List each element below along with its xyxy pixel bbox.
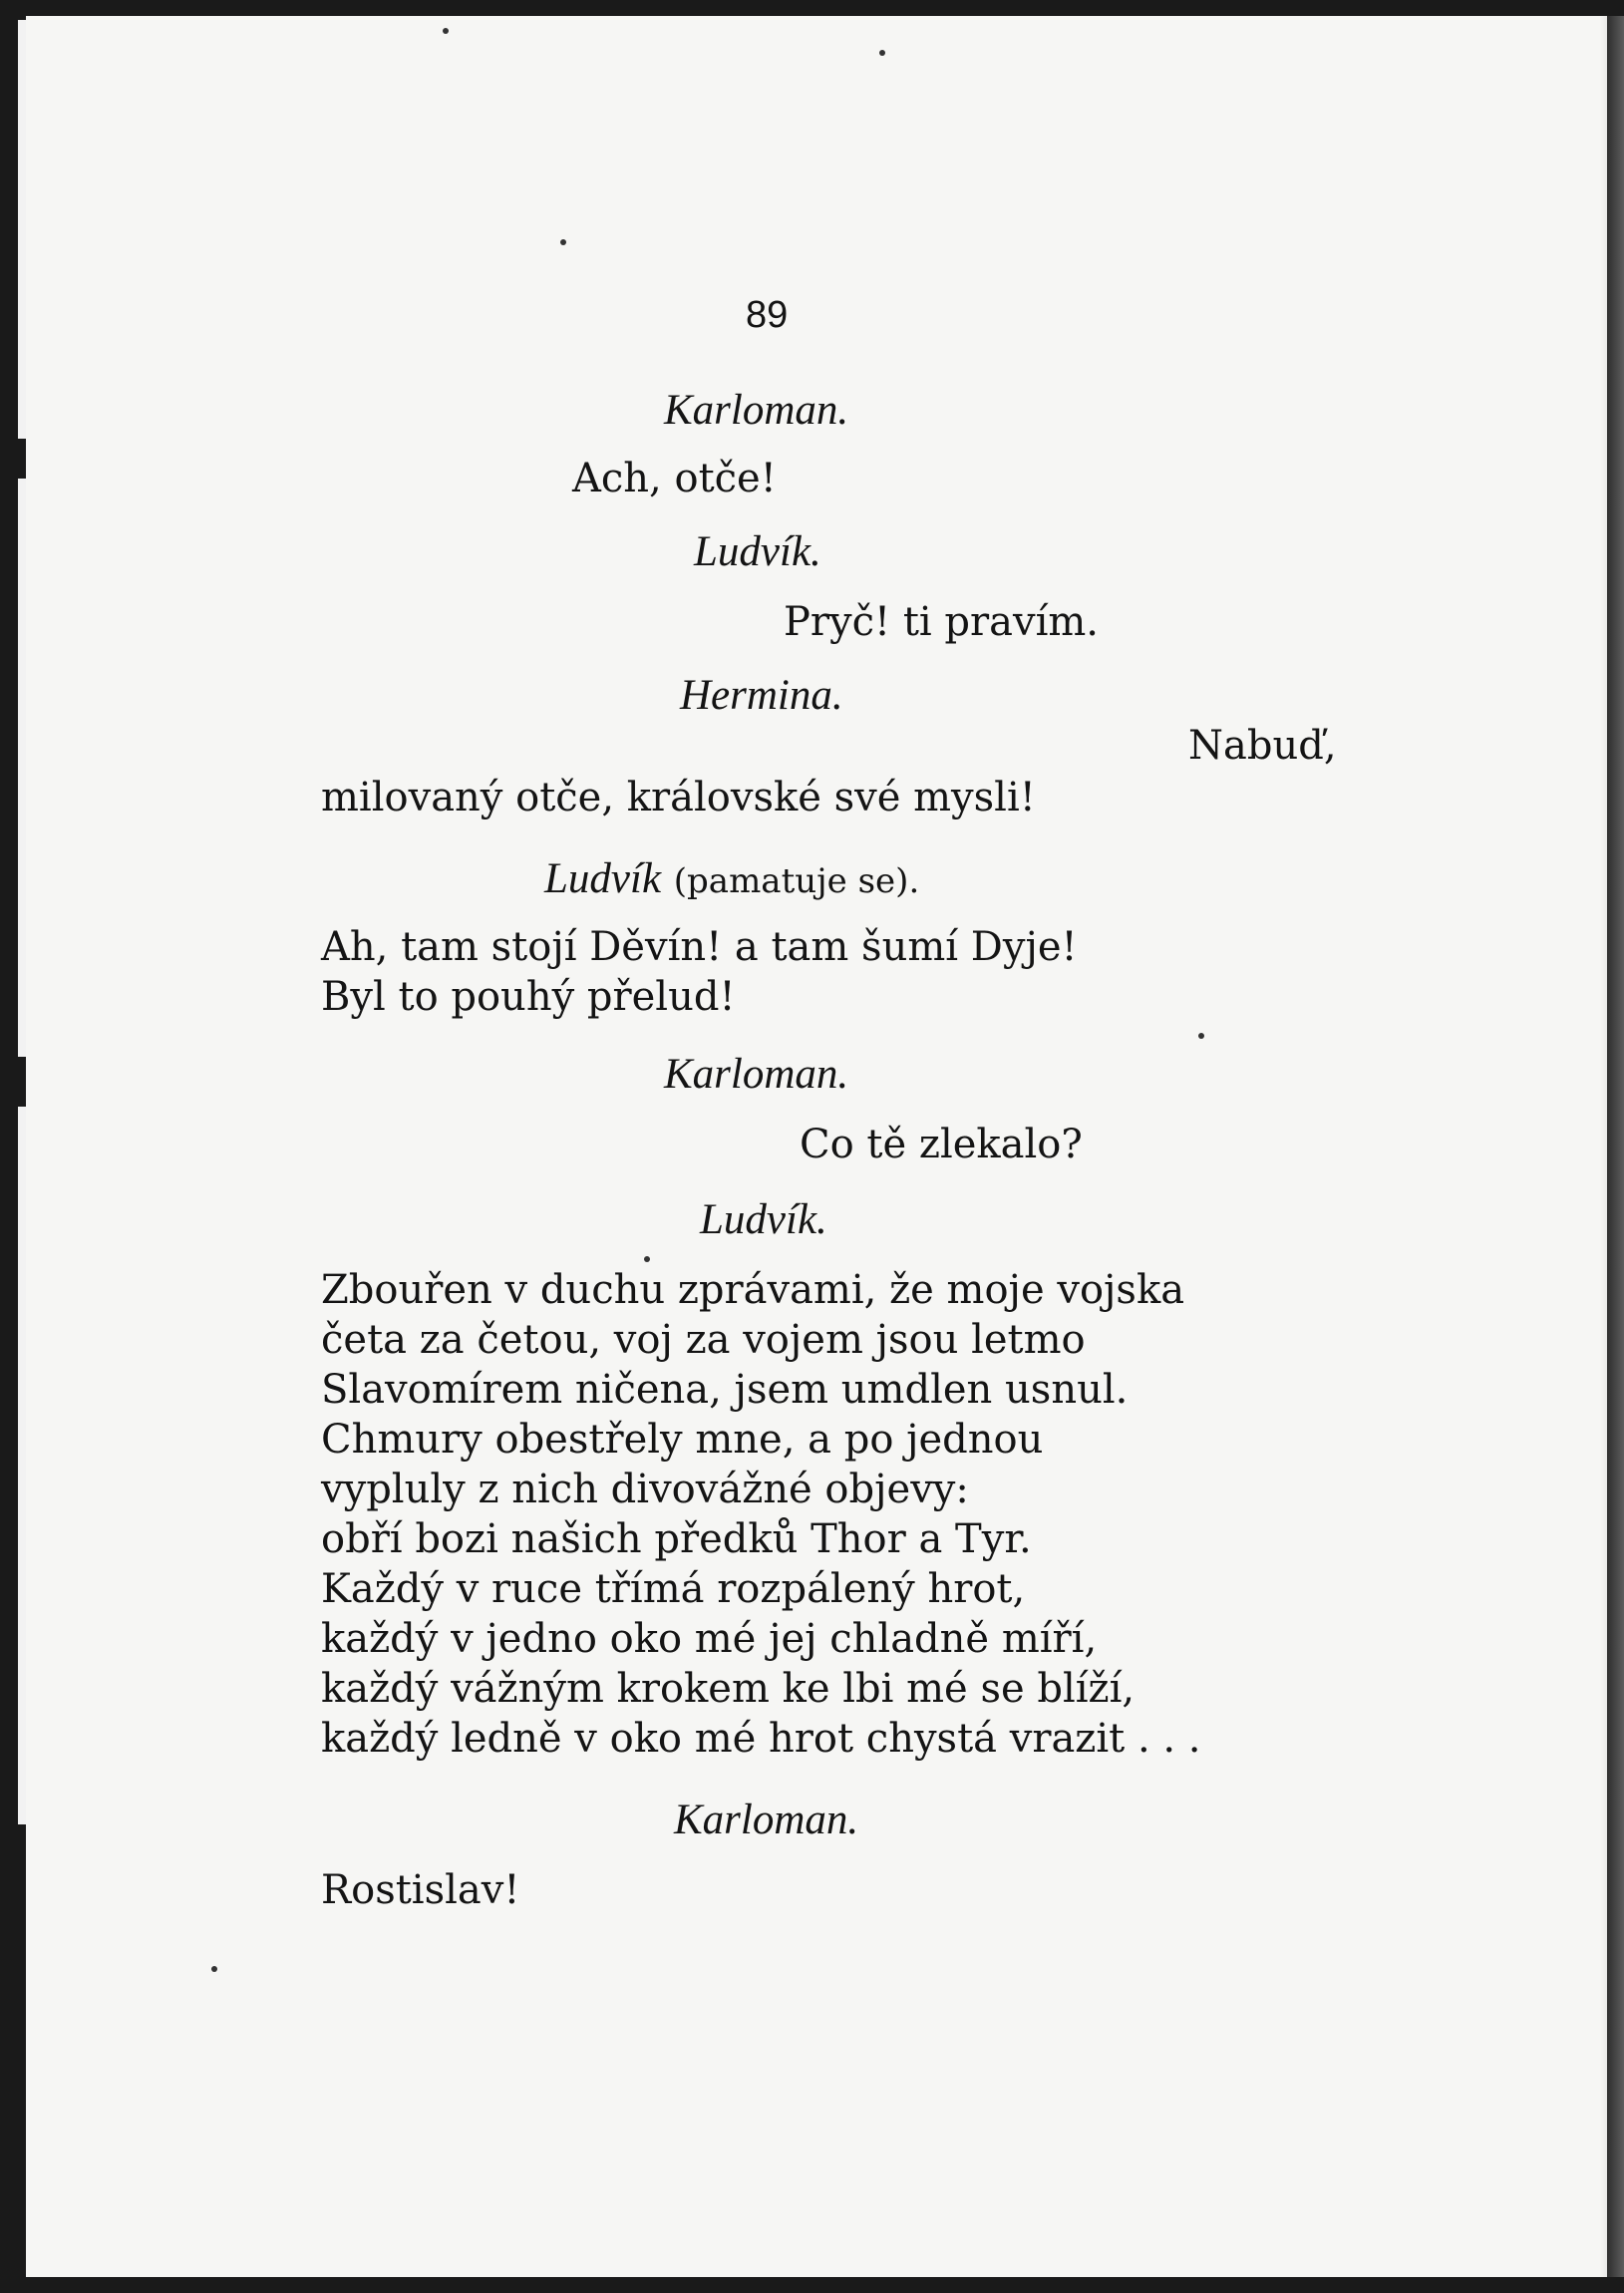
speck: [443, 28, 449, 34]
dialogue-line: Ach, otče!: [572, 456, 777, 501]
verse-line: četa za četou, voj za vojem jsou letmo: [321, 1317, 1086, 1363]
dialogue-line: milovaný otče, královské své mysli!: [321, 775, 1036, 820]
verse-line: obří bozi našich předků Thor a Tyr.: [321, 1516, 1032, 1562]
page-number: 89: [746, 294, 789, 336]
verse-line: každý v jedno oko mé jej chladně míří,: [321, 1616, 1098, 1662]
verse-line: Slavomírem ničena, jsem umdlen usnul.: [321, 1367, 1129, 1413]
speaker-name: Ludvík: [544, 855, 662, 902]
speck: [560, 239, 566, 245]
speaker-name: Karloman.: [664, 387, 849, 434]
verse-line: Zbouřen v duchu zprávami, že moje vojska: [321, 1267, 1185, 1313]
speaker-name: Karloman.: [674, 1797, 859, 1843]
speck: [211, 1966, 217, 1972]
speck: [879, 50, 885, 56]
speck: [644, 1256, 650, 1262]
verse-line: Chmury obestřely mne, a po jednou: [321, 1417, 1044, 1463]
stage-direction: (pamatuje se).: [673, 861, 920, 901]
book-binding: [0, 0, 26, 2293]
verse-line: Každý v ruce třímá rozpálený hrot,: [321, 1566, 1026, 1612]
dialogue-line: Nabuď,: [1188, 723, 1337, 769]
speaker-name: Karloman.: [664, 1051, 849, 1098]
dialogue-line: Byl to pouhý přelud!: [321, 974, 736, 1020]
dialogue-line: Ah, tam stojí Děvín! a tam šumí Dyje!: [321, 924, 1078, 970]
speck: [1198, 1033, 1204, 1039]
verse-line: každý vážným krokem ke lbi mé se blíží,: [321, 1666, 1136, 1712]
speaker-name: Hermina.: [680, 672, 843, 719]
speaker-name: Ludvík.: [700, 1196, 827, 1243]
speaker-name: Ludvík.: [694, 528, 821, 575]
speaker-heading: [544, 855, 919, 905]
page-edge-shadow: [1600, 16, 1624, 2277]
dialogue-line: Rostislav!: [321, 1867, 520, 1913]
dialogue-line: Co tě zlekalo?: [800, 1122, 1083, 1167]
book-page: [26, 16, 1607, 2277]
verse-line: vypluly z nich divovážné objevy:: [321, 1467, 969, 1512]
dialogue-line: Pryč! ti pravím.: [784, 599, 1100, 645]
verse-line: každý ledně v oko mé hrot chystá vrazit . . .: [321, 1716, 1201, 1762]
